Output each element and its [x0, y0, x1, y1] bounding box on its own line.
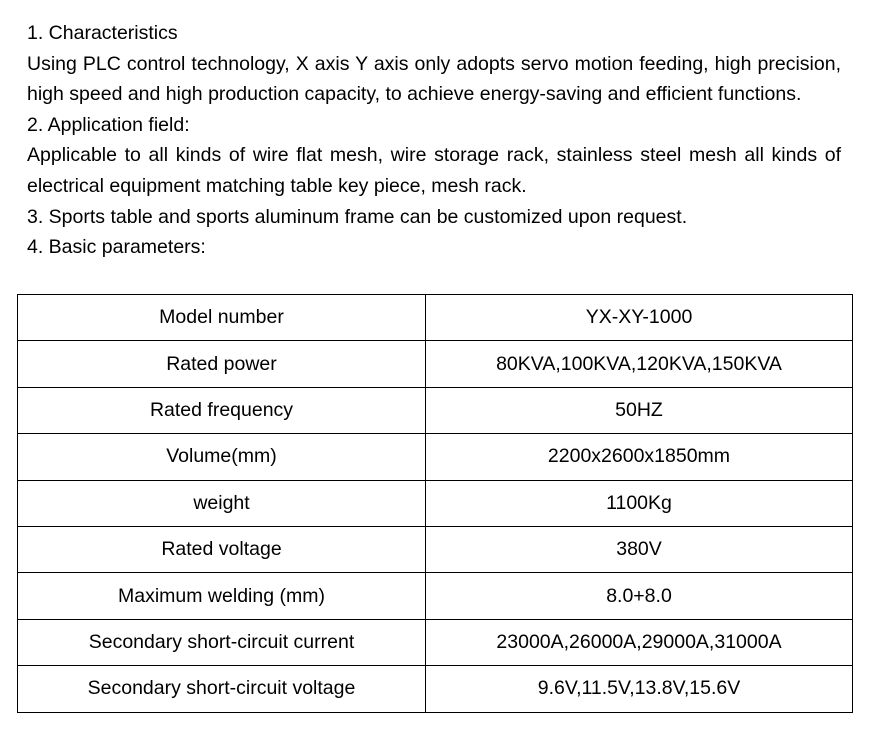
table-row — [18, 573, 853, 619]
parameter-label: Rated voltage — [18, 526, 426, 572]
parameter-value: 2200x2600x1850mm — [426, 434, 853, 480]
parameters-heading: 4. Basic parameters: — [27, 236, 206, 259]
parameters-table — [17, 294, 853, 713]
parameter-label: Secondary short-circuit current — [18, 619, 426, 665]
parameter-value: 50HZ — [426, 387, 853, 433]
parameter-label: weight — [18, 480, 426, 526]
application-heading: 2. Application field: — [27, 113, 190, 136]
table-row — [18, 480, 853, 526]
parameter-value: 23000A,26000A,29000A,31000A — [426, 619, 853, 665]
parameter-value: 380V — [426, 526, 853, 572]
parameter-label: Volume(mm) — [18, 434, 426, 480]
parameter-label: Model number — [18, 295, 426, 341]
parameter-value: 9.6V,11.5V,13.8V,15.6V — [426, 666, 853, 712]
table-row — [18, 526, 853, 572]
document-body — [27, 18, 841, 263]
parameter-value: 1100Kg — [426, 480, 853, 526]
table-row — [18, 387, 853, 433]
characteristics-heading: 1. Characteristics — [27, 22, 178, 44]
customization-note: 3. Sports table and sports aluminum frame can be customized upon request. — [27, 205, 688, 228]
parameter-label: Secondary short-circuit voltage — [18, 666, 426, 712]
table-row — [18, 341, 853, 387]
table-row — [18, 666, 853, 712]
parameter-value: YX-XY-1000 — [426, 295, 853, 341]
table-row — [18, 434, 853, 480]
table-row — [18, 295, 853, 341]
parameter-label: Rated frequency — [18, 387, 426, 433]
parameter-value: 8.0+8.0 — [426, 573, 853, 619]
characteristics-text: Using PLC control technology, X axis Y axis only adopts servo motion feeding, high precision, high speed and high production capacity, to achieve energy-saving and efficient functions. — [27, 52, 841, 106]
table-row — [18, 619, 853, 665]
application-text: Applicable to all kinds of wire flat mesh, wire storage rack, stainless steel mesh all kinds of electrical equipment matching table key piece, mesh rack. — [27, 144, 841, 197]
parameter-label: Maximum welding (mm) — [18, 573, 426, 619]
parameter-label: Rated power — [18, 341, 426, 387]
parameter-value: 80KVA,100KVA,120KVA,150KVA — [426, 341, 853, 387]
